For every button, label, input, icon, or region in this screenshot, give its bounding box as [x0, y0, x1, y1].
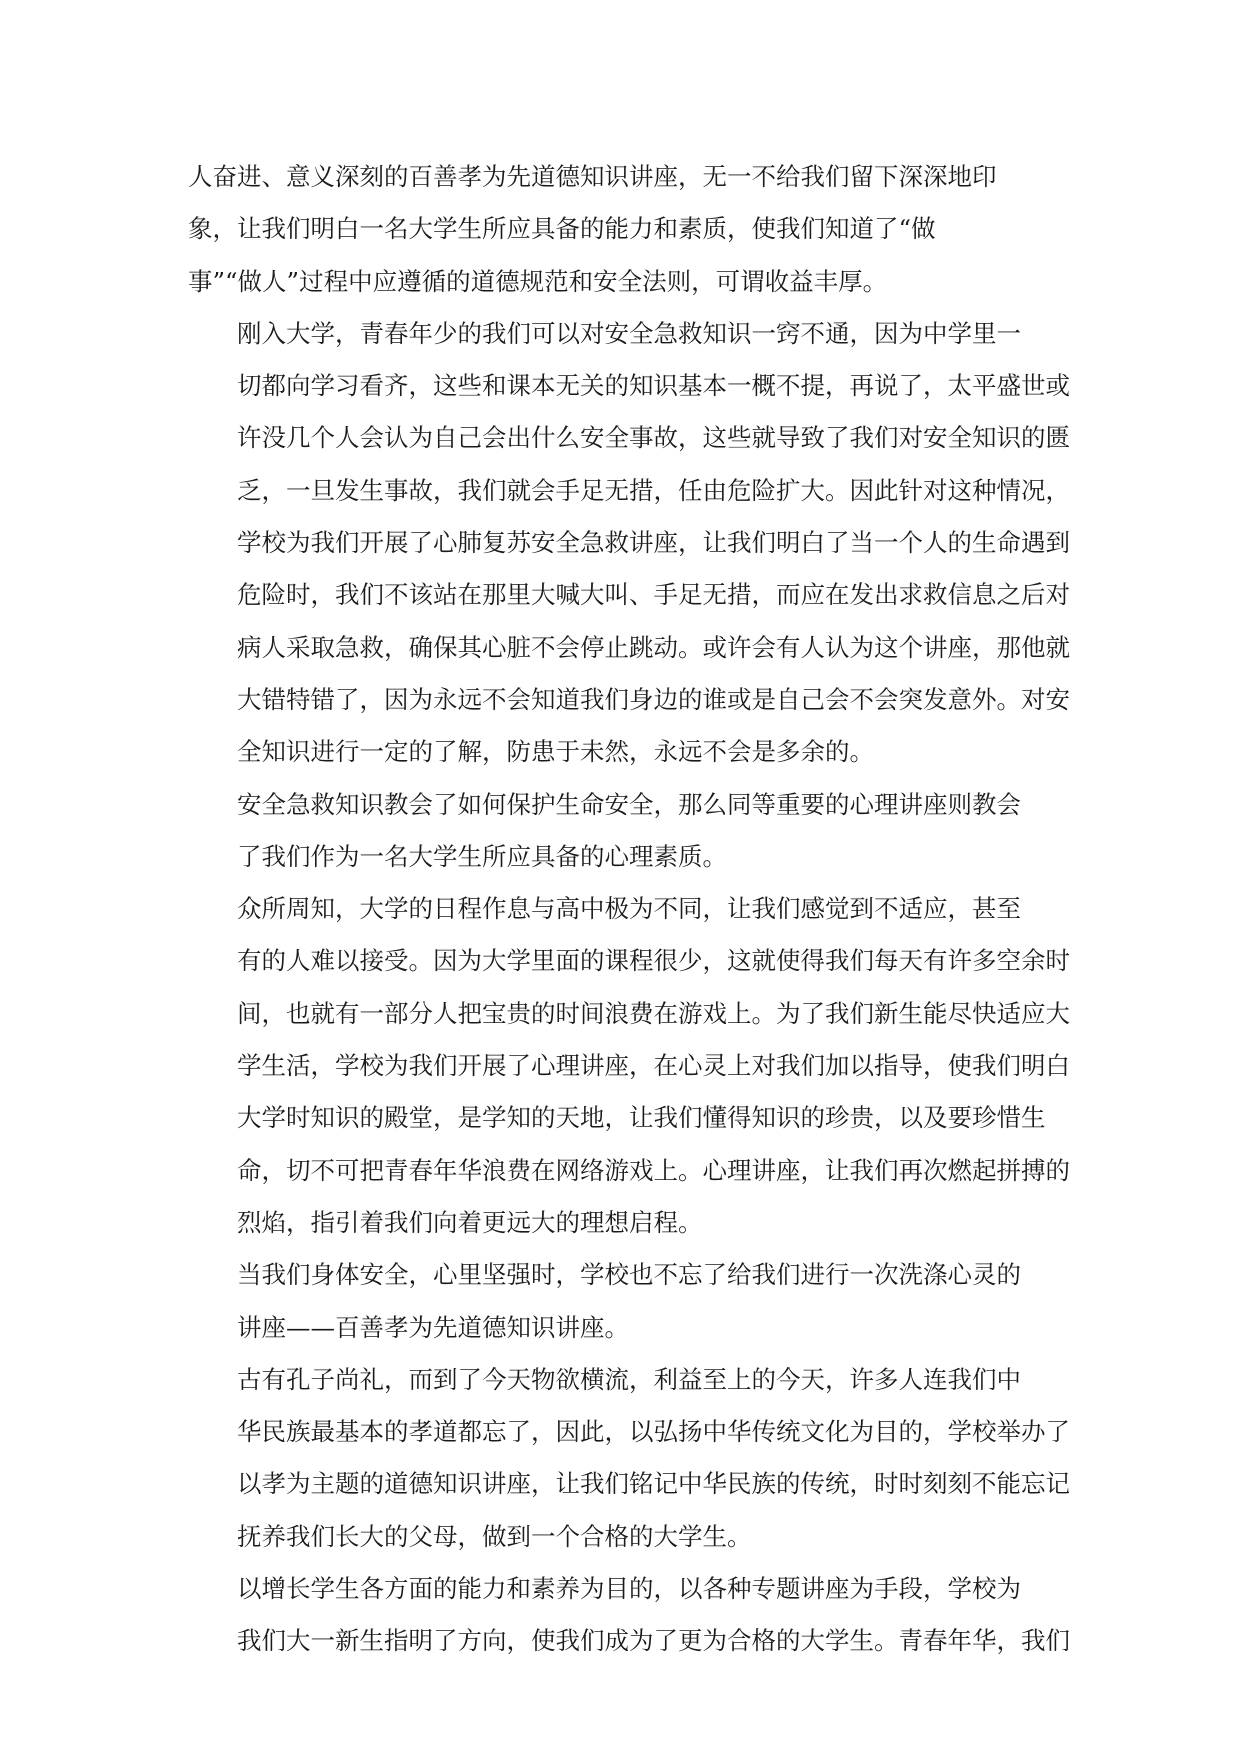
- text-line: 烈焰，指引着我们向着更远大的理想启程。: [237, 1207, 703, 1237]
- paragraph: [188, 779, 1058, 884]
- text-line: 讲座——百善孝为先道德知识讲座。: [237, 1312, 629, 1342]
- text-line: 众所周知，大学的日程作息与高中极为不同，让我们感觉到不适应，甚至: [237, 894, 1021, 924]
- text-line: 许没几个人会认为自己会出什么安全事故，这些就导致了我们对安全知识的匮: [237, 423, 1070, 453]
- text-line: 刚入大学，青春年少的我们可以对安全急救知识一窍不通，因为中学里一: [237, 318, 1021, 348]
- text-line: 事”“做人”过程中应遵循的道德规范和安全法则，可谓收益丰厚。: [188, 266, 888, 296]
- text-line: 抚养我们长大的父母，做到一个合格的大学生。: [237, 1521, 752, 1551]
- text-line: 安全急救知识教会了如何保护生命安全，那么同等重要的心理讲座则教会: [237, 789, 1021, 819]
- text-line: 命，切不可把青春年华浪费在网络游戏上。心理讲座，让我们再次燃起拼搏的: [237, 1155, 1070, 1185]
- paragraph: [188, 883, 1070, 1249]
- text-line: 学校为我们开展了心肺复苏安全急救讲座，让我们明白了当一个人的生命遇到: [237, 528, 1070, 558]
- text-line: 全知识进行一定的了解，防患于未然，永远不会是多余的。: [237, 737, 874, 767]
- text-line: 学生活，学校为我们开展了心理讲座，在心灵上对我们加以指导，使我们明白: [237, 1051, 1070, 1081]
- text-line: 间，也就有一部分人把宝贵的时间浪费在游戏上。为了我们新生能尽快适应大: [237, 998, 1070, 1028]
- text-line: 大学时知识的殿堂，是学知的天地，让我们懂得知识的珍贵，以及要珍惜生: [237, 1103, 1046, 1133]
- paragraph: [188, 1354, 1070, 1563]
- paragraph: [188, 1249, 1058, 1354]
- text-line: 有的人难以接受。因为大学里面的课程很少，这就使得我们每天有许多空余时: [237, 946, 1070, 976]
- text-line: 我们大一新生指明了方向，使我们成为了更为合格的大学生。青春年华，我们: [237, 1626, 1070, 1656]
- text-line: 切都向学习看齐，这些和课本无关的知识基本一概不提，再说了，太平盛世或: [237, 371, 1070, 401]
- paragraph: [188, 1563, 1070, 1668]
- text-line: 危险时，我们不该站在那里大喊大叫、手足无措，而应在发出求救信息之后对: [237, 580, 1070, 610]
- text-line: 以孝为主题的道德知识讲座，让我们铭记中华民族的传统，时时刻刻不能忘记: [237, 1469, 1070, 1499]
- text-line: 象，让我们明白一名大学生所应具备的能力和素质，使我们知道了“做: [188, 214, 936, 244]
- paragraph: [188, 151, 1058, 308]
- text-line: 大错特错了，因为永远不会知道我们身边的谁或是自己会不会突发意外。对安: [237, 684, 1070, 714]
- text-line: 华民族最基本的孝道都忘了，因此，以弘扬中华传统文化为目的，学校举办了: [237, 1417, 1070, 1447]
- document-body: [188, 151, 1070, 1668]
- text-line: 人奋进、意义深刻的百善孝为先道德知识讲座，无一不给我们留下深深地印: [188, 162, 997, 191]
- text-line: 了我们作为一名大学生所应具备的心理素质。: [237, 841, 727, 871]
- paragraph: [188, 308, 1070, 779]
- text-line: 病人采取急救，确保其心脏不会停止跳动。或许会有人认为这个讲座，那他就: [237, 632, 1070, 662]
- text-line: 乏，一旦发生事故，我们就会手足无措，任由危险扩大。因此针对这种情况，: [237, 475, 1070, 505]
- text-line: 以增长学生各方面的能力和素养为目的，以各种专题讲座为手段，学校为: [237, 1574, 1021, 1604]
- text-line: 古有孔子尚礼，而到了今天物欲横流，利益至上的今天，许多人连我们中: [237, 1364, 1021, 1394]
- text-line: 当我们身体安全，心里坚强时，学校也不忘了给我们进行一次洗涤心灵的: [237, 1260, 1021, 1290]
